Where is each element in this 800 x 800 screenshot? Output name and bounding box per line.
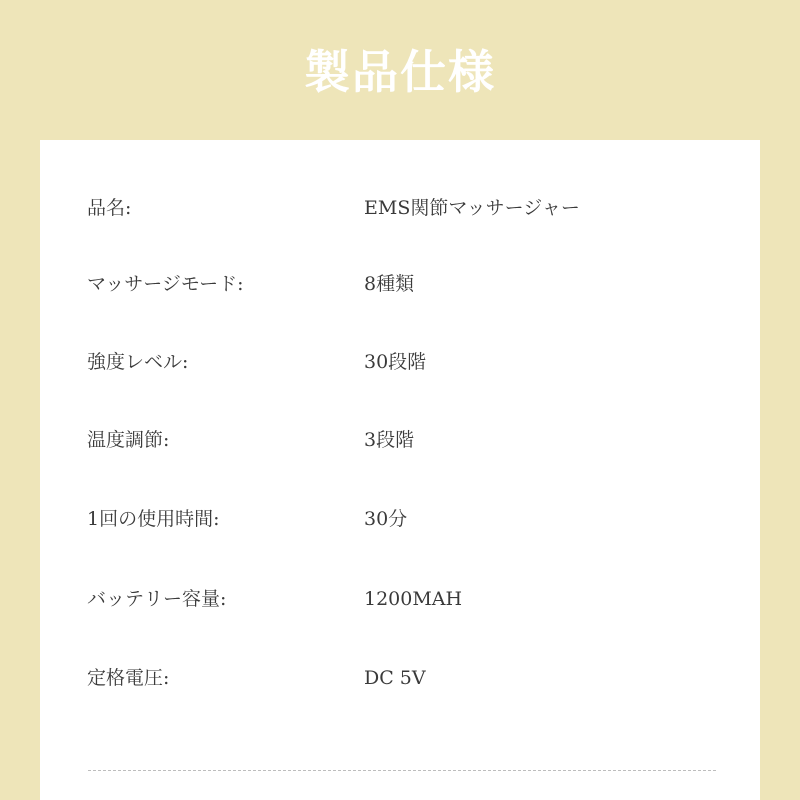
spec-label: 1回の使用時間: bbox=[87, 508, 220, 530]
spec-card bbox=[40, 140, 760, 800]
spec-label: マッサージモード: bbox=[87, 273, 244, 295]
spec-label: 強度レベル: bbox=[87, 351, 189, 373]
spec-row-usage-time bbox=[87, 503, 727, 535]
spec-label: バッテリー容量: bbox=[87, 588, 227, 610]
spec-value: 30段階 bbox=[364, 351, 427, 373]
spec-row-product-name bbox=[87, 192, 727, 224]
spec-row-battery bbox=[87, 583, 727, 615]
spec-value: 1200MAH bbox=[364, 588, 463, 610]
spec-value: EMS関節マッサージャー bbox=[364, 197, 580, 219]
spec-label: 定格電圧: bbox=[87, 667, 170, 689]
spec-row-intensity-level bbox=[87, 346, 727, 378]
spec-row-rated-voltage bbox=[87, 662, 727, 694]
spec-value: DC 5V bbox=[364, 667, 426, 689]
spec-value: 30分 bbox=[364, 508, 408, 530]
spec-row-temperature bbox=[87, 424, 727, 456]
spec-value: 8種類 bbox=[364, 273, 415, 295]
page-title: 製品仕様 bbox=[304, 45, 496, 99]
spec-label: 品名: bbox=[87, 197, 132, 219]
spec-row-massage-mode bbox=[87, 268, 727, 300]
spec-label: 温度調節: bbox=[87, 429, 170, 451]
dashed-divider bbox=[88, 770, 716, 771]
spec-value: 3段階 bbox=[364, 429, 415, 451]
